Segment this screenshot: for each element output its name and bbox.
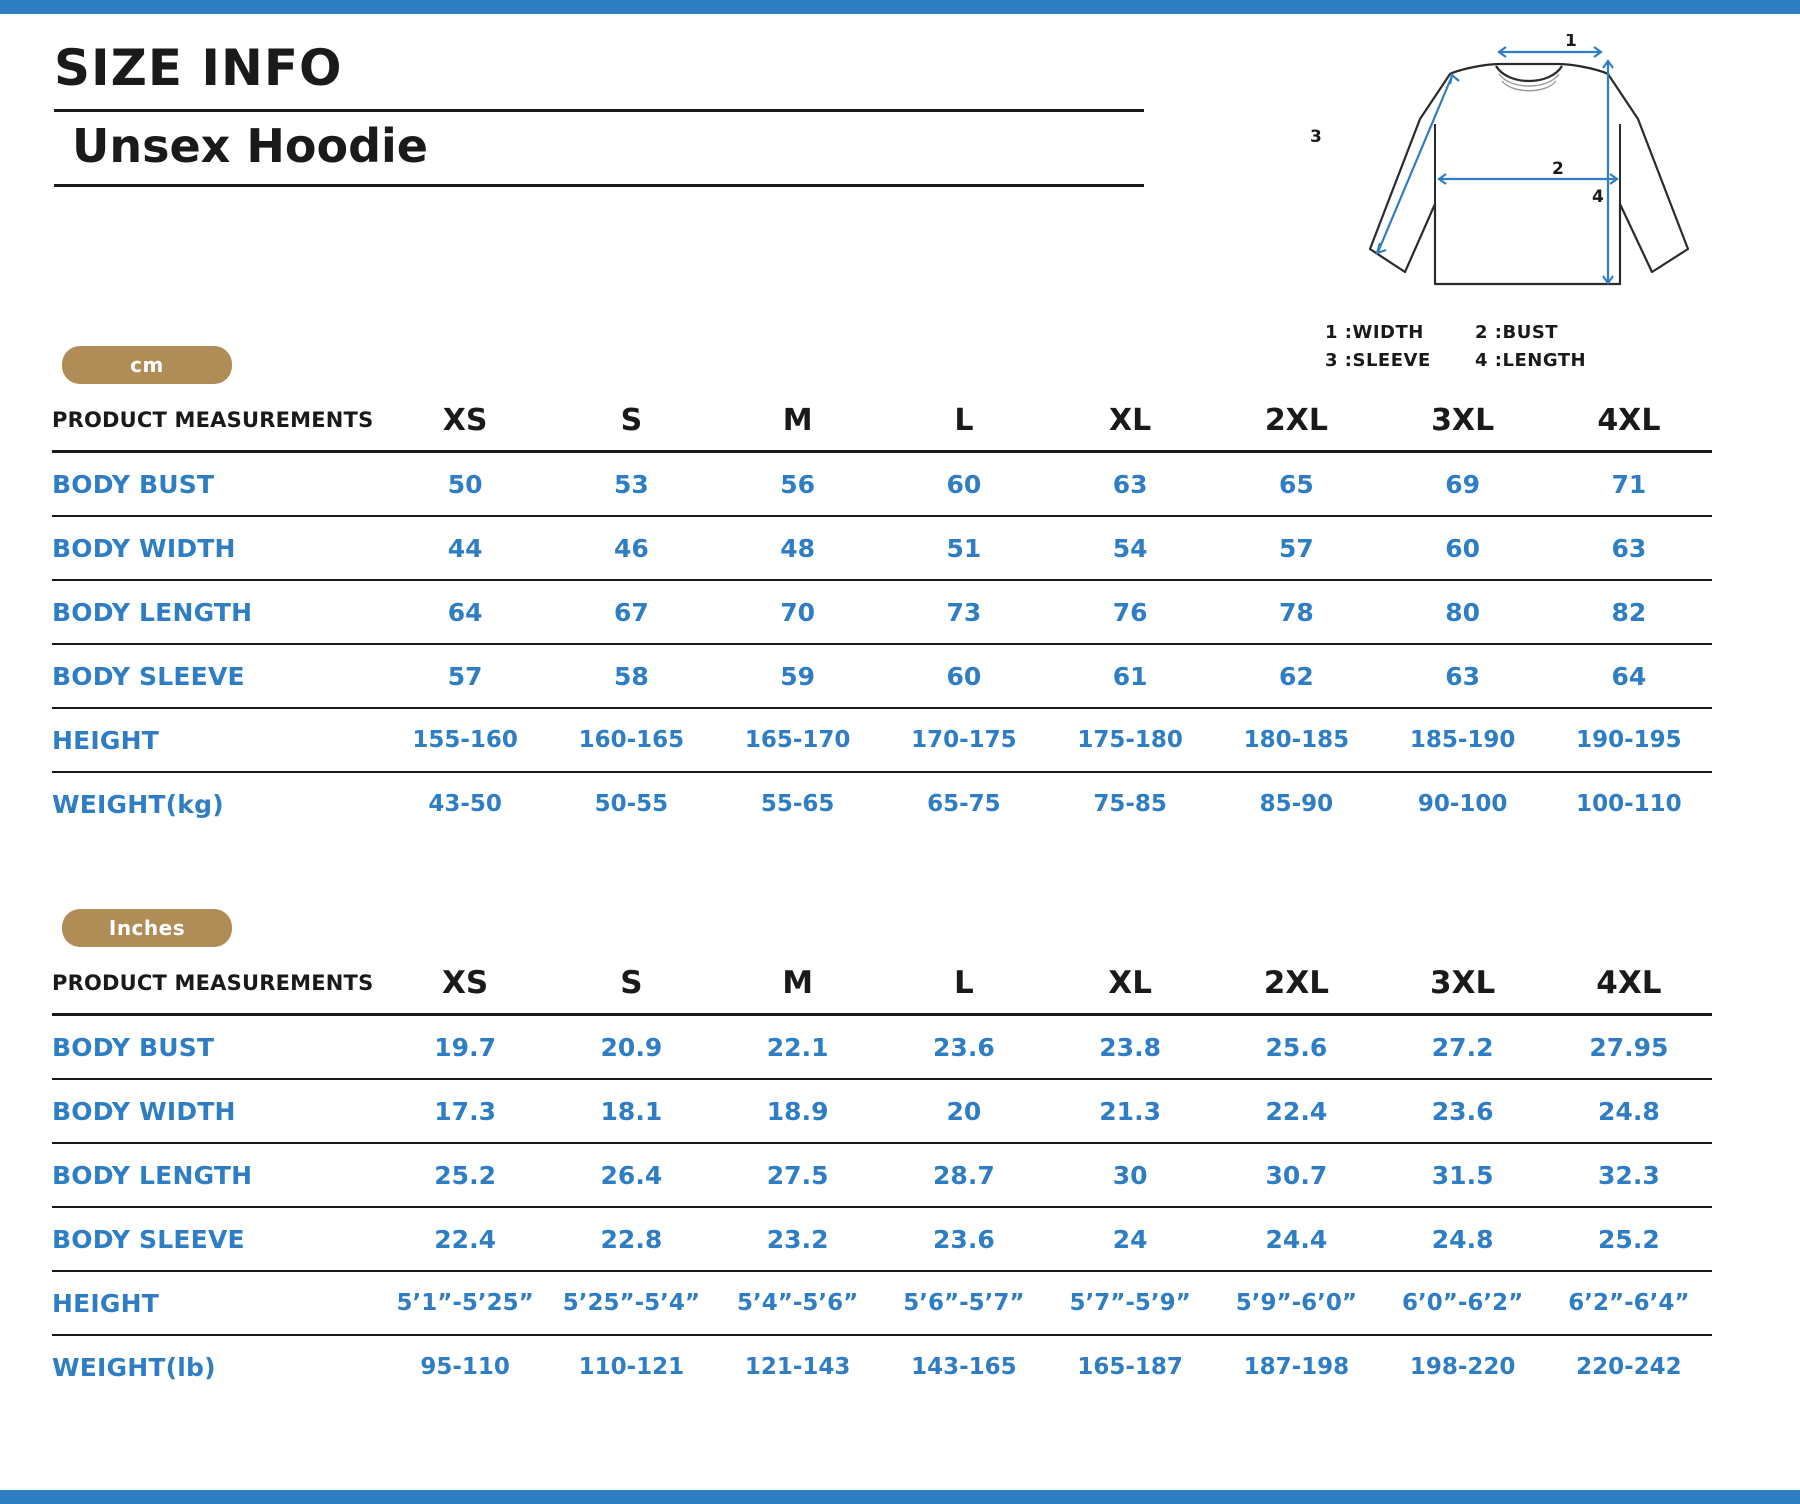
cell-value: 23.6 — [881, 1207, 1047, 1271]
column-header-measurements: PRODUCT MEASUREMENTS — [52, 396, 382, 452]
cell-value: 20.9 — [548, 1015, 714, 1080]
title-divider-bottom — [54, 184, 1144, 187]
cell-value: 27.5 — [715, 1143, 881, 1207]
page-title: SIZE INFO — [54, 39, 343, 97]
cell-value: 18.1 — [548, 1079, 714, 1143]
cell-value: 32.3 — [1546, 1143, 1712, 1207]
cell-value: 51 — [881, 516, 1047, 580]
cell-value: 82 — [1546, 580, 1712, 644]
cell-value: 31.5 — [1380, 1143, 1546, 1207]
cell-value: 80 — [1380, 580, 1546, 644]
table-row — [52, 580, 1712, 644]
column-header-m: M — [715, 959, 881, 1015]
table-header-row — [52, 396, 1712, 452]
cell-value: 64 — [1546, 644, 1712, 708]
size-table-cm — [52, 396, 1712, 835]
cell-value: 55-65 — [760, 791, 835, 817]
legend-row — [1325, 319, 1765, 347]
cell-value: 78 — [1213, 580, 1379, 644]
cell-value: 23.6 — [881, 1015, 1047, 1080]
cell-value: 180-185 — [1213, 708, 1379, 772]
column-header-s: S — [548, 959, 714, 1015]
cell-value: 6’0”-6’2” — [1380, 1271, 1546, 1335]
column-header-xl: XL — [1047, 396, 1213, 452]
cell-value: 60 — [1380, 516, 1546, 580]
cell-value: 190-195 — [1546, 708, 1712, 772]
cell-value: 5’1”-5’25” — [382, 1271, 548, 1335]
cell-value: 21.3 — [1047, 1079, 1213, 1143]
legend-row — [1325, 347, 1765, 375]
cell-value: 71 — [1546, 452, 1712, 517]
cell-value: 155-160 — [382, 708, 548, 772]
legend-length: 4 :LENGTH — [1475, 349, 1587, 371]
cell-value: 90-100 — [1417, 791, 1508, 817]
cell-value: 5’7”-5’9” — [1047, 1271, 1213, 1335]
column-header-s: S — [548, 396, 714, 452]
cell-value: 160-165 — [548, 708, 714, 772]
cell-value: 5’25”-5’4” — [548, 1271, 714, 1335]
cell-value: 22.1 — [715, 1015, 881, 1080]
column-header-2xl: 2XL — [1213, 396, 1379, 452]
column-header-3xl: 3XL — [1380, 959, 1546, 1015]
cell-value: 23.6 — [1380, 1079, 1546, 1143]
unit-badge-inches: Inches — [62, 909, 232, 947]
cell-value: 61 — [1047, 644, 1213, 708]
garment-diagram — [1300, 34, 1760, 334]
table-row — [52, 644, 1712, 708]
cell-value: 27.95 — [1546, 1015, 1712, 1080]
cell-value: 19.7 — [382, 1015, 548, 1080]
cell-value: 43-50 — [428, 791, 502, 817]
row-label: HEIGHT — [52, 1271, 382, 1335]
cell-value: 65 — [1213, 452, 1379, 517]
row-label: BODY BUST — [52, 1015, 382, 1080]
row-label: BODY LENGTH — [52, 1143, 382, 1207]
column-header-measurements: PRODUCT MEASUREMENTS — [52, 959, 382, 1015]
cell-value: 100-110 — [1576, 791, 1682, 817]
marker-4-label: 4 — [1592, 187, 1604, 207]
cell-value: 54 — [1047, 516, 1213, 580]
cell-value: 22.8 — [548, 1207, 714, 1271]
size-table-cm-wrapper — [52, 396, 1752, 835]
table-row — [52, 452, 1712, 517]
table-row — [52, 1143, 1712, 1207]
column-header-4xl: 4XL — [1546, 959, 1712, 1015]
cell-value: 75-85 — [1093, 791, 1167, 817]
size-table-inches — [52, 959, 1712, 1398]
page-subtitle: Unsex Hoodie — [72, 118, 428, 173]
cell-value: 64 — [382, 580, 548, 644]
cell-value: 56 — [715, 452, 881, 517]
cell-value: 62 — [1213, 644, 1379, 708]
cell-value: 95-110 — [420, 1354, 510, 1380]
cell-value: 57 — [382, 644, 548, 708]
cell-value: 53 — [548, 452, 714, 517]
column-header-xs: XS — [382, 396, 548, 452]
row-label: BODY SLEEVE — [52, 1207, 382, 1271]
size-table-inches-wrapper — [52, 959, 1752, 1398]
cell-value: 175-180 — [1047, 708, 1213, 772]
legend-width: 1 :WIDTH — [1325, 322, 1424, 343]
cell-value: 63 — [1380, 644, 1546, 708]
cell-value: 24.4 — [1213, 1207, 1379, 1271]
cell-value: 67 — [548, 580, 714, 644]
column-header-l: L — [881, 959, 1047, 1015]
marker-3-label: 3 — [1310, 127, 1322, 147]
cell-value: 50-55 — [594, 791, 669, 817]
column-header-l: L — [881, 396, 1047, 452]
cell-value: 76 — [1047, 580, 1213, 644]
cell-value: 46 — [548, 516, 714, 580]
cell-value: 22.4 — [382, 1207, 548, 1271]
header — [54, 39, 1154, 187]
marker-2-label: 2 — [1552, 159, 1564, 179]
table-header-row — [52, 959, 1712, 1015]
cell-value: 63 — [1546, 516, 1712, 580]
unit-badge-cm: cm — [62, 346, 232, 384]
cell-value: 58 — [548, 644, 714, 708]
column-header-m: M — [715, 396, 881, 452]
row-label: BODY WIDTH — [52, 516, 382, 580]
cell-value: 24.8 — [1380, 1207, 1546, 1271]
cell-value: 22.4 — [1213, 1079, 1379, 1143]
cell-value: 85-90 — [1259, 791, 1334, 817]
cell-value: 121-143 — [744, 1354, 851, 1380]
cell-value: 50 — [382, 452, 548, 517]
cell-value: 27.2 — [1380, 1015, 1546, 1080]
cell-value: 60 — [881, 644, 1047, 708]
column-header-3xl: 3XL — [1380, 396, 1546, 452]
table-row — [52, 516, 1712, 580]
cell-value: 18.9 — [715, 1079, 881, 1143]
legend-sleeve: 3 :SLEEVE — [1325, 349, 1431, 371]
cell-value: 5’6”-5’7” — [881, 1271, 1047, 1335]
cell-value: 63 — [1047, 452, 1213, 517]
row-label: BODY WIDTH — [52, 1079, 382, 1143]
cell-value: 6’2”-6’4” — [1546, 1271, 1712, 1335]
diagram-legend — [1325, 319, 1765, 375]
cell-value: 220-242 — [1576, 1354, 1682, 1380]
column-header-xl: XL — [1047, 959, 1213, 1015]
cell-value: 165-187 — [1077, 1354, 1183, 1380]
cell-value: 24.8 — [1546, 1079, 1712, 1143]
cell-value: 185-190 — [1380, 708, 1546, 772]
cell-value: 170-175 — [881, 708, 1047, 772]
marker-1-label: 1 — [1565, 34, 1577, 51]
cell-value: 165-170 — [715, 708, 881, 772]
cell-value: 30 — [1047, 1143, 1213, 1207]
cell-value: 5’9”-6’0” — [1213, 1271, 1379, 1335]
cell-value: 44 — [382, 516, 548, 580]
cell-value: 25.2 — [382, 1143, 548, 1207]
row-label: BODY LENGTH — [52, 580, 382, 644]
cell-value: 26.4 — [548, 1143, 714, 1207]
cell-value: 28.7 — [881, 1143, 1047, 1207]
cell-value: 57 — [1213, 516, 1379, 580]
cell-value: 70 — [715, 580, 881, 644]
table-row — [52, 772, 1712, 835]
cell-value: 59 — [715, 644, 881, 708]
cell-value: 23.8 — [1047, 1015, 1213, 1080]
table-row — [52, 1015, 1712, 1080]
cell-value: 69 — [1380, 452, 1546, 517]
cell-value: 5’4”-5’6” — [715, 1271, 881, 1335]
column-header-2xl: 2XL — [1213, 959, 1379, 1015]
table-row — [52, 1335, 1712, 1398]
cell-value: 48 — [715, 516, 881, 580]
cell-value: 60 — [881, 452, 1047, 517]
column-header-4xl: 4XL — [1546, 396, 1712, 452]
cell-value: 30.7 — [1213, 1143, 1379, 1207]
cell-value: 25.2 — [1546, 1207, 1712, 1271]
cell-value: 198-220 — [1409, 1354, 1516, 1380]
row-label: BODY SLEEVE — [52, 644, 382, 708]
cell-value: 23.2 — [715, 1207, 881, 1271]
row-label: HEIGHT — [52, 708, 382, 772]
column-header-xs: XS — [382, 959, 548, 1015]
row-label: WEIGHT(kg) — [52, 789, 224, 819]
cell-value: 17.3 — [382, 1079, 548, 1143]
cell-value: 143-165 — [911, 1354, 1017, 1380]
cell-value: 73 — [881, 580, 1047, 644]
table-row — [52, 1271, 1712, 1335]
row-label: WEIGHT(lb) — [52, 1352, 216, 1382]
cell-value: 110-121 — [578, 1354, 685, 1380]
cell-value: 24 — [1047, 1207, 1213, 1271]
cell-value: 20 — [881, 1079, 1047, 1143]
cell-value: 65-75 — [927, 791, 1001, 817]
cell-value: 187-198 — [1243, 1354, 1350, 1380]
table-row — [52, 1207, 1712, 1271]
table-row — [52, 708, 1712, 772]
row-label: BODY BUST — [52, 452, 382, 517]
legend-bust: 2 :BUST — [1475, 322, 1559, 343]
cell-value: 25.6 — [1213, 1015, 1379, 1080]
table-row — [52, 1079, 1712, 1143]
